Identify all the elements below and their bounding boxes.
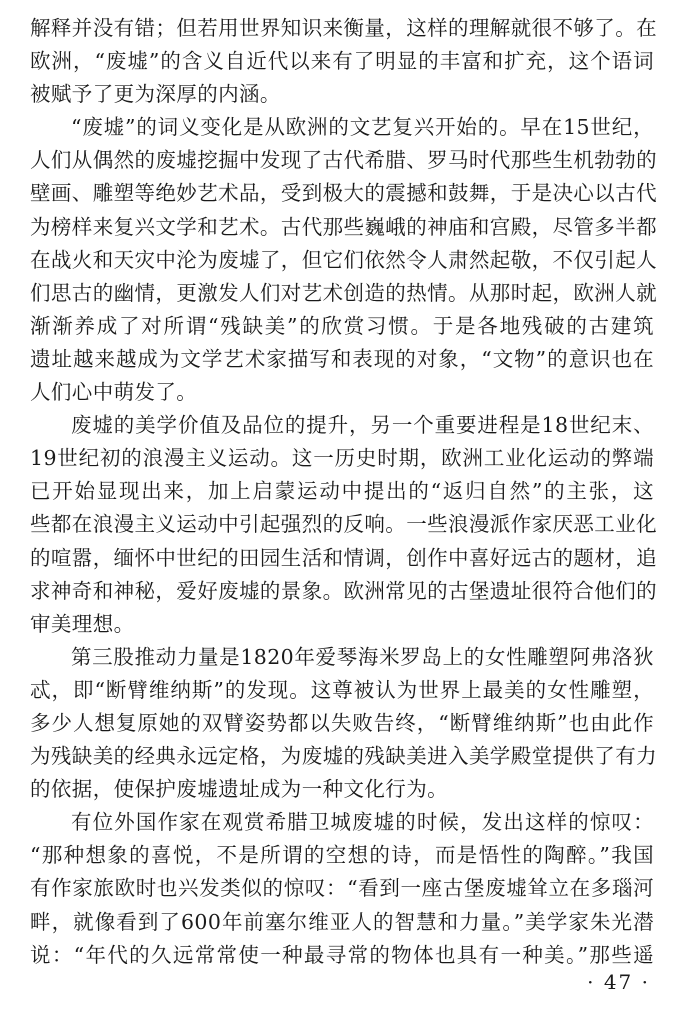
text-line: 有作家旅欧时也兴发类似的惊叹：“看到一座古堡废墟耸立在多瑙河 [30, 876, 654, 901]
text-line: 说：“年代的久远常常使一种最寻常的物体也具有一种美。”那些遥 [30, 942, 654, 967]
text-line: 19世纪初的浪漫主义运动。这一历史时期，欧洲工业化运动的弊端 [30, 446, 654, 471]
text-line: 求神奇和神秘，爱好废墟的景象。欧洲常见的古堡遗址很符合他们的 [30, 578, 657, 603]
text-line: 遗址越来越成为文学艺术家描写和表现的对象，“文物”的意识也在 [30, 346, 654, 371]
text-line: 壁画、雕塑等绝妙艺术品，受到极大的震撼和鼓舞，于是决心以古代 [30, 181, 657, 206]
text-line: 畔，就像看到了600年前塞尔维亚人的智慧和力量。”美学家朱光潜 [30, 909, 654, 934]
text-line: 些都在浪漫主义运动中引起强烈的反响。一些浪漫派作家厌恶工业化 [30, 512, 657, 537]
text-line: 废墟的美学价值及品位的提升，另一个重要进程是18世纪末、 [71, 413, 654, 438]
text-line: 已开始显现出来，加上启蒙运动中提出的“返归自然”的主张，这 [30, 479, 654, 504]
text-line: 们思古的幽情，更激发人们对艺术创造的热情。从那时起，欧洲人就 [30, 280, 657, 305]
text-line: “废墟”的词义变化是从欧洲的文艺复兴开始的。早在15世纪， [71, 115, 654, 140]
text-line: 欧洲，“废墟”的含义自近代以来有了明显的丰富和扩充，这个语词 [30, 49, 654, 74]
text-line: 多少人想复原她的双臂姿势都以失败告终，“断臂维纳斯”也由此作 [30, 710, 654, 735]
text-line: 解释并没有错；但若用世界知识来衡量，这样的理解就很不够了。在 [30, 16, 657, 40]
text-line: 第三股推动力量是1820年爱琴海米罗岛上的女性雕塑阿弗洛狄 [71, 644, 654, 669]
text-line: 为榜样来复兴文学和艺术。古代那些巍峨的神庙和宫殿，尽管多半都 [30, 214, 657, 239]
text-line: 忒，即“断臂维纳斯”的发现。这尊被认为世界上最美的女性雕塑， [30, 677, 654, 702]
page-number: · 47 · [587, 970, 650, 994]
text-line: 的喧嚣，缅怀中世纪的田园生活和情调，创作中喜好远古的题材，追 [30, 545, 657, 570]
text-line: 的依据，使保护废墟遗址成为一种文化行为。 [30, 777, 448, 802]
text-line: 审美理想。 [30, 611, 135, 636]
text-line: 渐渐养成了对所谓“残缺美”的欣赏习惯。于是各地残破的古建筑 [30, 313, 654, 338]
text-line: “那种想象的喜悦，不是所谓的空想的诗，而是悟性的陶醉。”我国 [30, 843, 654, 868]
text-line: 有位外国作家在观赏希腊卫城废墟的时候，发出这样的惊叹： [71, 810, 654, 835]
text-line: 人们从偶然的废墟挖掘中发现了古代希腊、罗马时代那些生机勃勃的 [30, 148, 657, 173]
text-line: 人们心中萌发了。 [30, 380, 198, 405]
text-line: 为残缺美的经典永远定格，为废墟的残缺美进入美学殿堂提供了有力 [30, 744, 657, 769]
text-line: 被赋予了更为深厚的内涵。 [30, 82, 281, 107]
text-line: 在战火和天灾中沦为废墟了，但它们依然令人肃然起敬，不仅引起人 [30, 247, 657, 272]
